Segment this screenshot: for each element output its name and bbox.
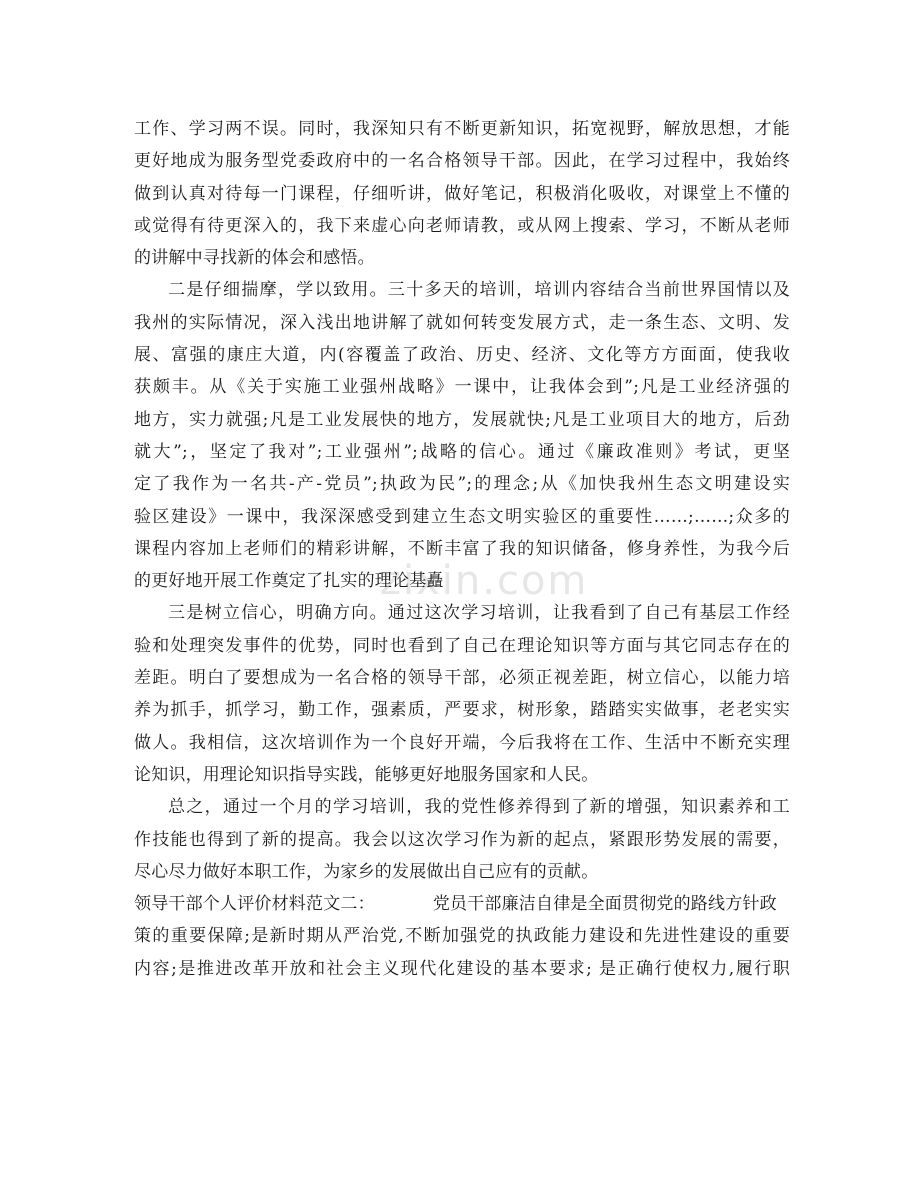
paragraph-line: 地方，实力就强;凡是工业发展快的地方，发展就快;凡是工业项目大的地方，后劲 <box>134 409 790 430</box>
paragraph-line: 或觉得有待更深入的，我下来虚心向老师请教，或从网上搜索、学习，不断从老师 <box>134 215 790 236</box>
section-two <box>134 888 790 985</box>
paragraph-line: 就大”;，坚定了我对”;工业强州”;战略的信心。通过《廉政准则》考试，更坚 <box>134 441 790 462</box>
paragraph-line: 二是仔细揣摩，学以致用。三十多天的培训，培训内容结合当前世界国情以及 <box>168 280 790 301</box>
paragraph-line: 作技能也得到了新的提高。我会以这次学习作为新的起点，紧跟形势发展的需要， <box>134 829 790 850</box>
section-first-line <box>134 888 790 920</box>
paragraph-line: 我州的实际情况，深入浅出地讲解了就如何转变发展方式，走一条生态、文明、发 <box>134 312 790 333</box>
paragraph-line: 总之，通过一个月的学习培训，我的党性修养得到了新的增强，知识素养和工 <box>168 797 790 818</box>
paragraph-line: 的更好地开展工作奠定了扎实的理论基矗 <box>134 571 444 592</box>
paragraph-line: 课程内容加上老师们的精彩讲解，不断丰富了我的知识储备，修身养性，为我今后 <box>134 538 790 559</box>
paragraph-line: 做到认真对待每一门课程，仔细听讲，做好笔记，积极消化吸收，对课堂上不懂的 <box>134 183 790 204</box>
section-line: 内容;是推进改革开放和社会主义现代化建设的基本要求; 是正确行使权力,履行职 <box>134 958 790 979</box>
paragraph-line: 尽心尽力做好本职工作，为家乡的发展做出自己应有的贡献。 <box>134 861 599 882</box>
section-first-line-text: 党员干部廉洁自律是全面贯彻党的路线方针政 <box>432 894 777 915</box>
section-line: 策的重要保障;是新时期从严治党,不断加强党的执政能力建设和先进性建设的重要 <box>134 926 790 947</box>
paragraph-line: 验区建设》一课中，我深深感受到建立生态文明实验区的重要性……;……;众多的 <box>134 506 790 527</box>
paragraph-list <box>134 113 790 888</box>
paragraph-line: 更好地成为服务型党委政府中的一名合格领导干部。因此，在学习过程中，我始终 <box>134 151 790 172</box>
paragraph-line: 获颇丰。从《关于实施工业强州战略》一课中，让我体会到”;凡是工业经济强的 <box>134 377 790 398</box>
paragraph-line: 工作、学习两不误。同时，我深知只有不断更新知识，拓宽视野，解放思想，才能 <box>134 119 790 139</box>
section-heading: 领导干部个人评价材料范文二： <box>134 894 375 915</box>
paragraph-line: 论知识，用理论知识指导实践，能够更好地服务国家和人民。 <box>134 764 599 785</box>
paragraph <box>134 113 790 274</box>
paragraph-line: 定了我作为一名共-产-党员”;执政为民”;的理念;从《加快我州生态文明建设实 <box>134 474 790 495</box>
paragraph-line: 的讲解中寻找新的体会和感悟。 <box>134 248 375 269</box>
document-body <box>134 113 790 985</box>
paragraph-line: 三是树立信心，明确方向。通过这次学习培训，让我看到了自己有基层工作经 <box>168 603 790 624</box>
paragraph-line: 展、富强的康庄大道，内(容覆盖了政治、历史、经济、文化等方方面面，使我收 <box>134 345 790 366</box>
paragraph <box>134 597 790 791</box>
paragraph-line: 做人。我相信，这次培训作为一个良好开端，今后我将在工作、生活中不断充实理 <box>134 732 790 753</box>
watermark: zixin.com <box>380 558 589 604</box>
paragraph <box>134 274 790 597</box>
paragraph-line: 差距。明白了要想成为一名合格的领导干部，必须正视差距，树立信心，以能力培 <box>134 668 790 689</box>
paragraph-line: 养为抓手，抓学习，勤工作，强素质，严要求，树形象，踏踏实实做事，老老实实 <box>134 700 790 721</box>
paragraph-line: 验和处理突发事件的优势，同时也看到了自己在理论知识等方面与其它同志存在的 <box>134 635 790 656</box>
paragraph <box>134 791 790 888</box>
